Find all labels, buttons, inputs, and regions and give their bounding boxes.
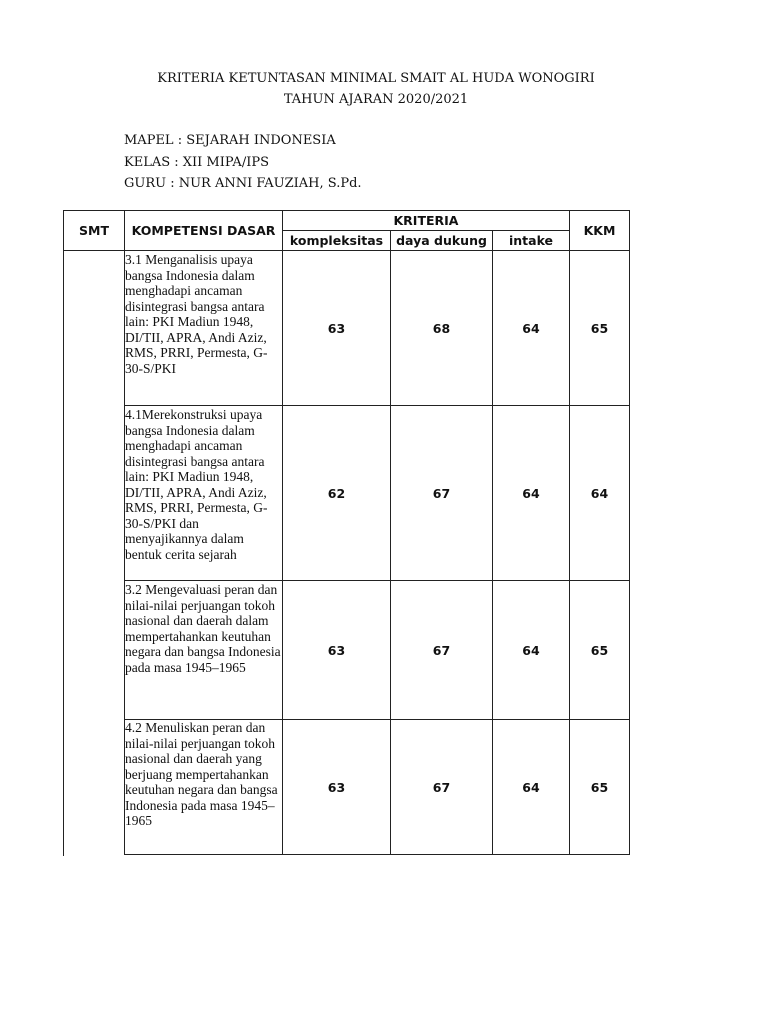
header-intake: intake [508,233,554,248]
header-kompleksitas: kompleksitas [289,233,384,248]
header-kompetensi-dasar: KOMPETENSI DASAR [131,223,276,238]
kelas-line: KELAS : XII MIPA/IPS [124,155,269,170]
table-row-1-kkm: 65 [590,320,609,336]
table-row-2-kompleksitas: 62 [327,485,346,501]
table-row-4-kompetensi-dasar: 4.2 Menuliskan peran dan nilai-nilai perjuangan tokoh nasional dan daerah yang berjuang mempertahankan keutuhan negara dan bangsa Indonesia pada masa 1945–1965 [125,720,278,828]
table-row-2-daya-dukung: 67 [432,485,451,501]
table-row-3-kompleksitas: 63 [327,642,346,658]
header-kriteria: KRITERIA [393,213,459,228]
document-subtitle: TAHUN AJARAN 2020/2021 [283,92,469,107]
table-row-3-daya-dukung: 67 [432,642,451,658]
table-row-1-kompleksitas: 63 [327,320,346,336]
table-row-1-kompetensi-dasar: 3.1 Menganalisis upaya bangsa Indonesia dalam menghadapi ancaman disintegrasi bangsa antara lain: PKI Madiun 1948, DI/TII, APRA, Andi Aziz, RMS, PRRI, Permesta, G-30-S/PKI [125,252,268,376]
header-smt: SMT [79,223,109,238]
table-border-bottom [124,854,630,855]
table-border-left [63,210,64,856]
table-row-2-intake: 64 [522,485,540,501]
table-row-2-kompetensi-dasar: 4.1Merekonstruksi upaya bangsa Indonesia dalam menghadapi ancaman disintegrasi bangsa antara lain: PKI Madiun 1948, DI/TII, APRA, Andi Aziz, RMS, PRRI, Permesta, G-30-S/PKI dan menyajikannya dalam bentuk cerita sejarah [125,407,268,562]
table-row-2-kkm: 64 [590,485,609,501]
table-row-4-daya-dukung: 67 [432,779,451,795]
mapel-line: MAPEL : SEJARAH INDONESIA [124,133,336,148]
guru-line: GURU : NUR ANNI FAUZIAH, S.Pd. [124,176,362,191]
table-row-4-kompleksitas: 63 [327,779,346,795]
document-title: KRITERIA KETUNTASAN MINIMAL SMAIT AL HUDA WONOGIRI [157,71,595,86]
header-daya-dukung: daya dukung [396,233,487,248]
table-border-right [629,210,630,855]
table-row-3-kkm: 65 [590,642,609,658]
header-kkm: KKM [583,223,616,238]
table-row-4-kkm: 65 [590,779,609,795]
table-row-3-kompetensi-dasar: 3.2 Mengevaluasi peran dan nilai-nilai perjuangan tokoh nasional dan daerah dalam mempertahankan keutuhan negara dan bangsa Indonesia pada masa 1945–1965 [125,582,281,675]
table-row-1-daya-dukung: 68 [432,320,451,336]
table-row-1-intake: 64 [522,320,540,336]
table-row-4-intake: 64 [522,779,540,795]
table-row-3-intake: 64 [522,642,540,658]
